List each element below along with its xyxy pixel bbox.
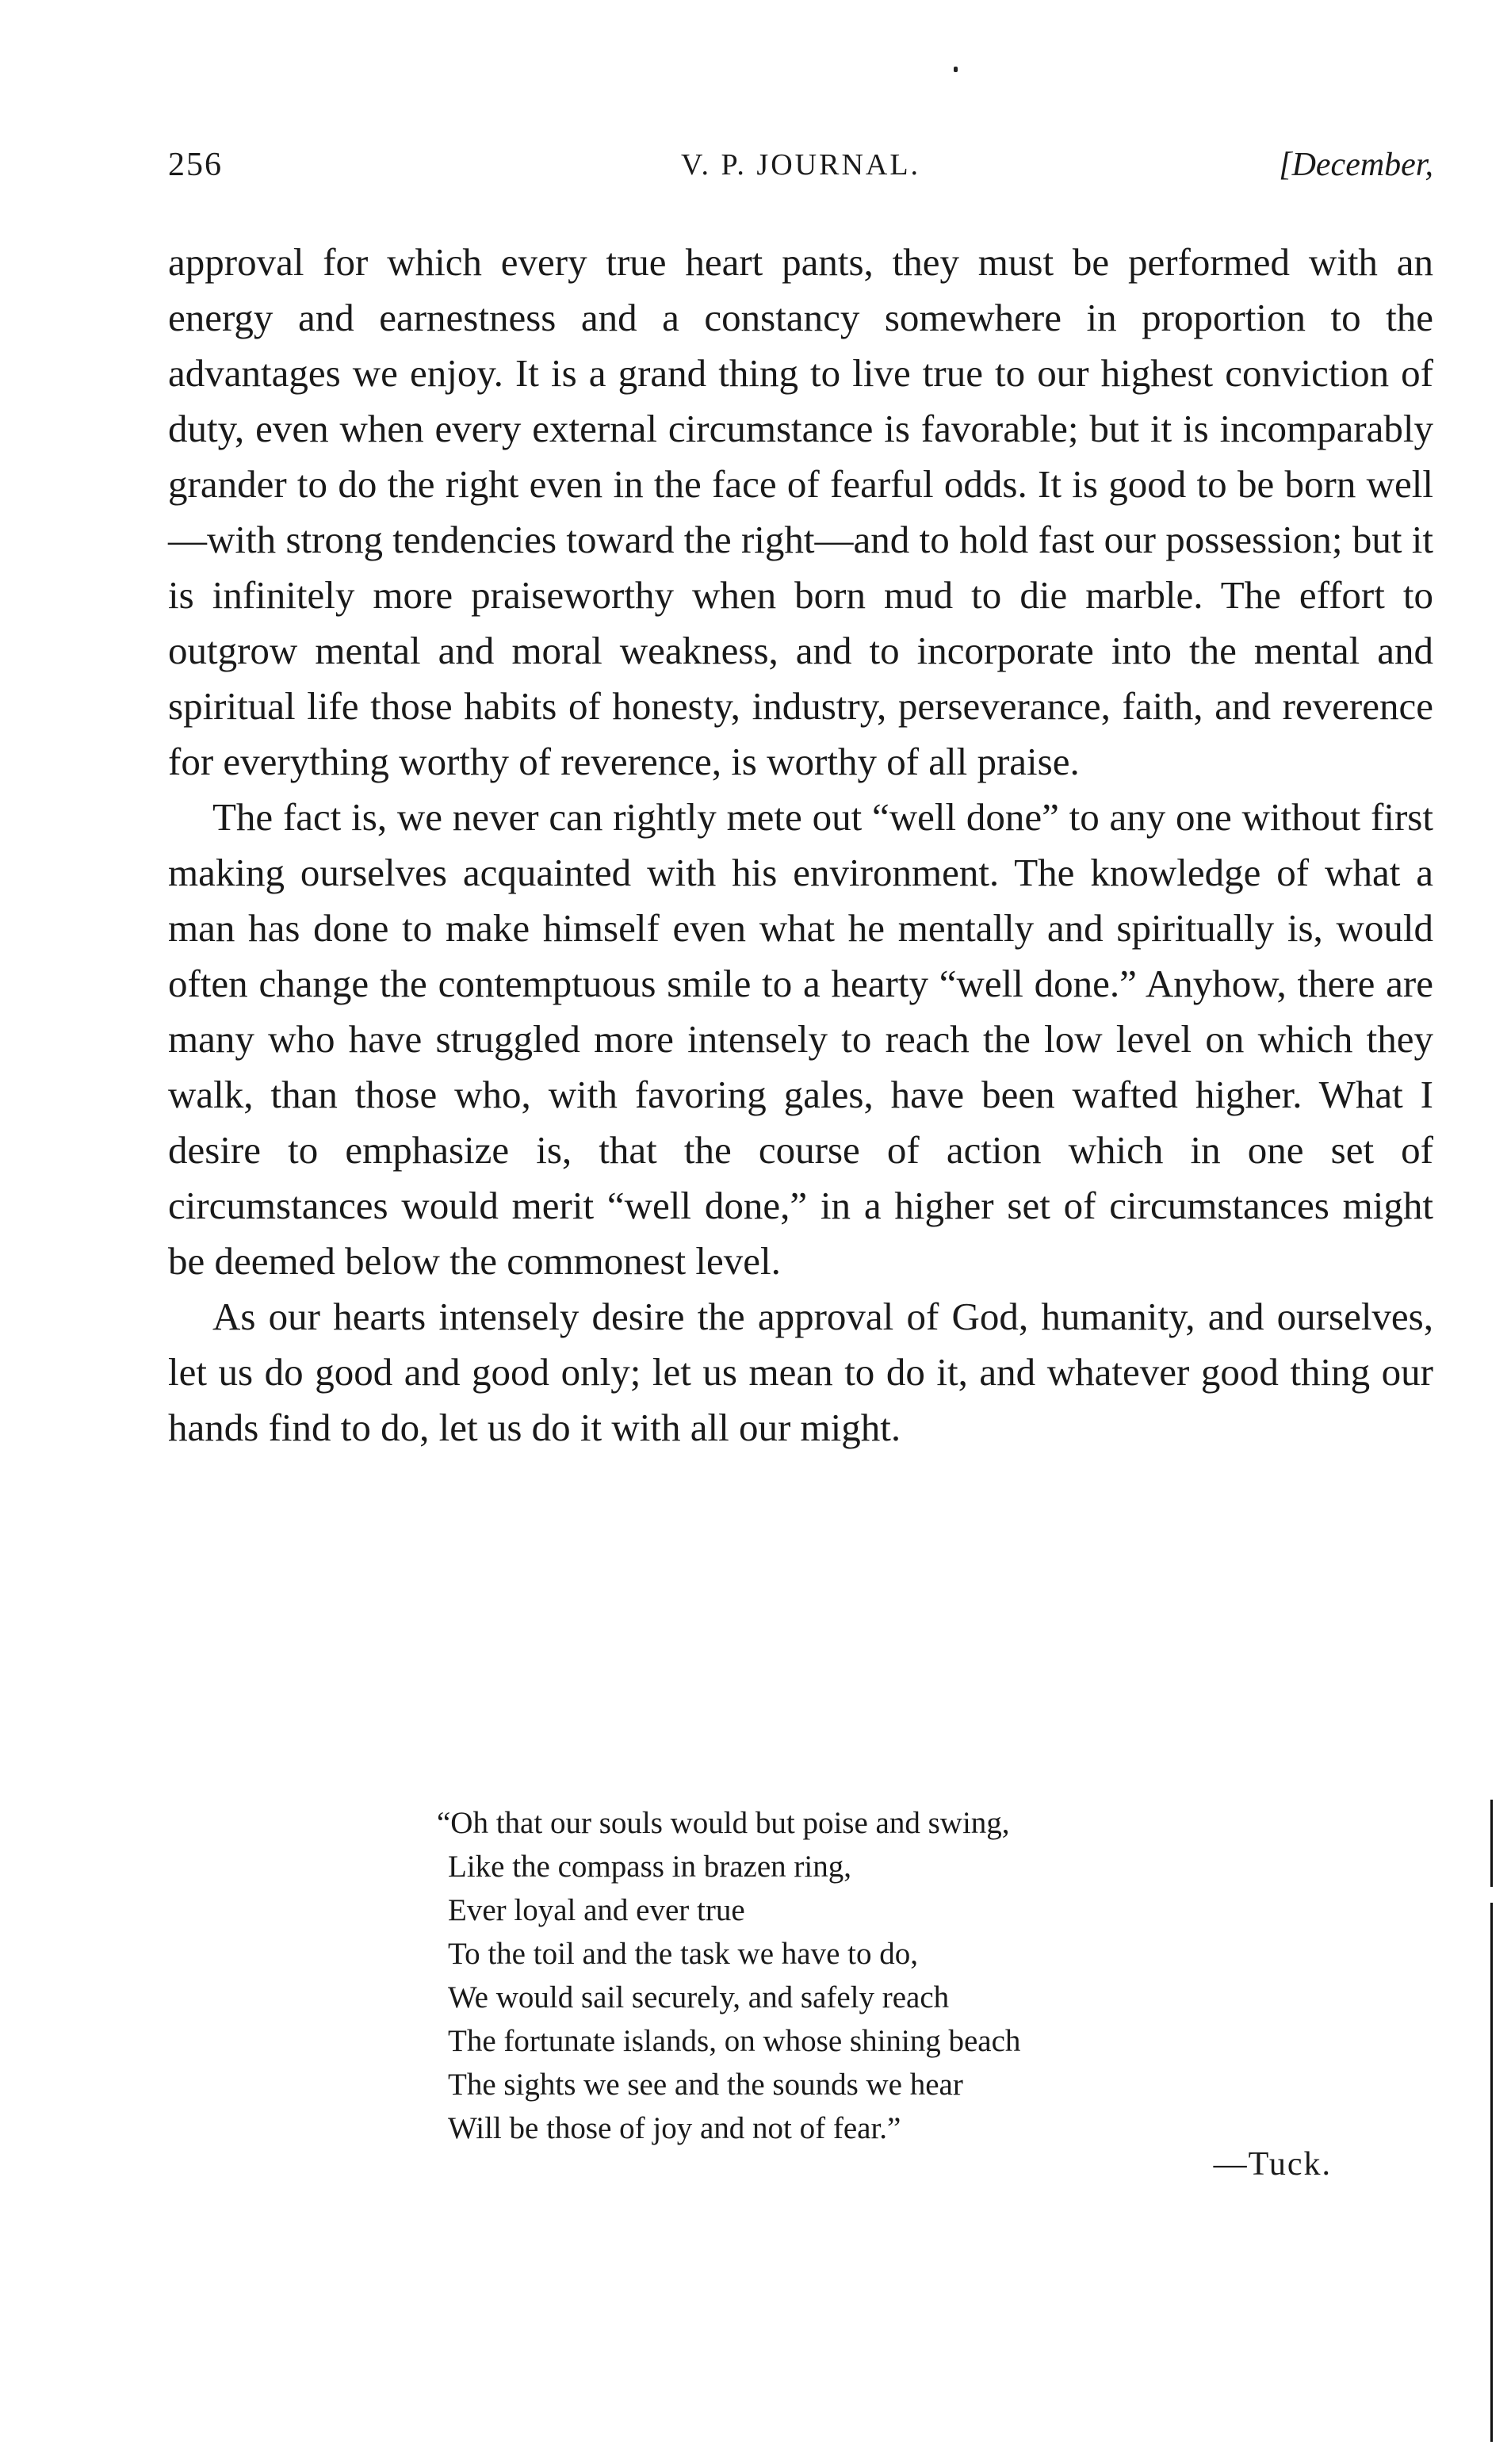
paragraph-3: As our hearts intensely desire the approval of God, humanity, and ourselves, let us do good and good only; let us mean to do it, and whatever good thing our hands find to do, let us do it with all our might.	[168, 1295, 1433, 1449]
poem-line: Like the compass in brazen ring,	[448, 1850, 851, 1884]
margin-rule	[1490, 1800, 1493, 1887]
poem-line: Will be those of joy and not of fear.”	[448, 2111, 901, 2145]
paragraph-1: approval for which every true heart pants, they must be performed with an energy and earnestness and a constancy somewhere in proportion to the advantages we enjoy. It is a grand thing to live true to our highest conviction of duty, even when every external circumstance is favorable; but it is incomparably grander to do the right even in the face of fearful odds. It is good to be born well—with strong tendencies toward the right—and to hold fast our possession; but it is infinitely more praiseworthy when born mud to die marble. The effort to outgrow mental and moral weakness, and to incorporate into the mental and spiritual life those habits of honesty, industry, perseverance, faith, and reverence for everything worthy of reverence, is worthy of all praise.	[168, 240, 1433, 783]
poem-line: “Oh that our souls would but poise and swing,	[437, 1806, 1010, 1840]
paragraph-2: The fact is, we never can rightly mete out “well done” to any one without first making ourselves acquainted with his environment. The knowledge of what a man has done to make himself even what he mentally and spiritually is, would often change the contemptuous smile to a hearty “well done.” Anyhow, there are many who have struggled more intensely to reach the low level on which they walk, than those who, with favoring gales, have been wafted higher. What I desire to emphasize is, that the course of action which in one set of circumstances would merit “well done,” in a higher set of circumstances might be deemed below the commonest level.	[168, 795, 1433, 1283]
page-number: 256	[168, 147, 223, 183]
poem-line: Ever loyal and ever true	[448, 1893, 745, 1927]
margin-rule	[1490, 1903, 1493, 2442]
poem-line: The fortunate islands, on whose shining beach	[448, 2024, 1021, 2058]
poem-line: We would sail securely, and safely reach	[448, 1980, 950, 2014]
running-month: [December,	[1279, 147, 1433, 183]
article-body	[168, 235, 1433, 1456]
running-header	[168, 141, 1433, 189]
print-speck	[954, 67, 958, 72]
poem-line: To the toil and the task we have to do,	[448, 1937, 918, 1971]
running-title: V. P. JOURNAL.	[680, 148, 921, 182]
poem-attribution: —Tuck.	[1213, 2146, 1332, 2183]
poem-line: The sights we see and the sounds we hear	[448, 2068, 963, 2102]
poem-quotation	[437, 1801, 1399, 2150]
